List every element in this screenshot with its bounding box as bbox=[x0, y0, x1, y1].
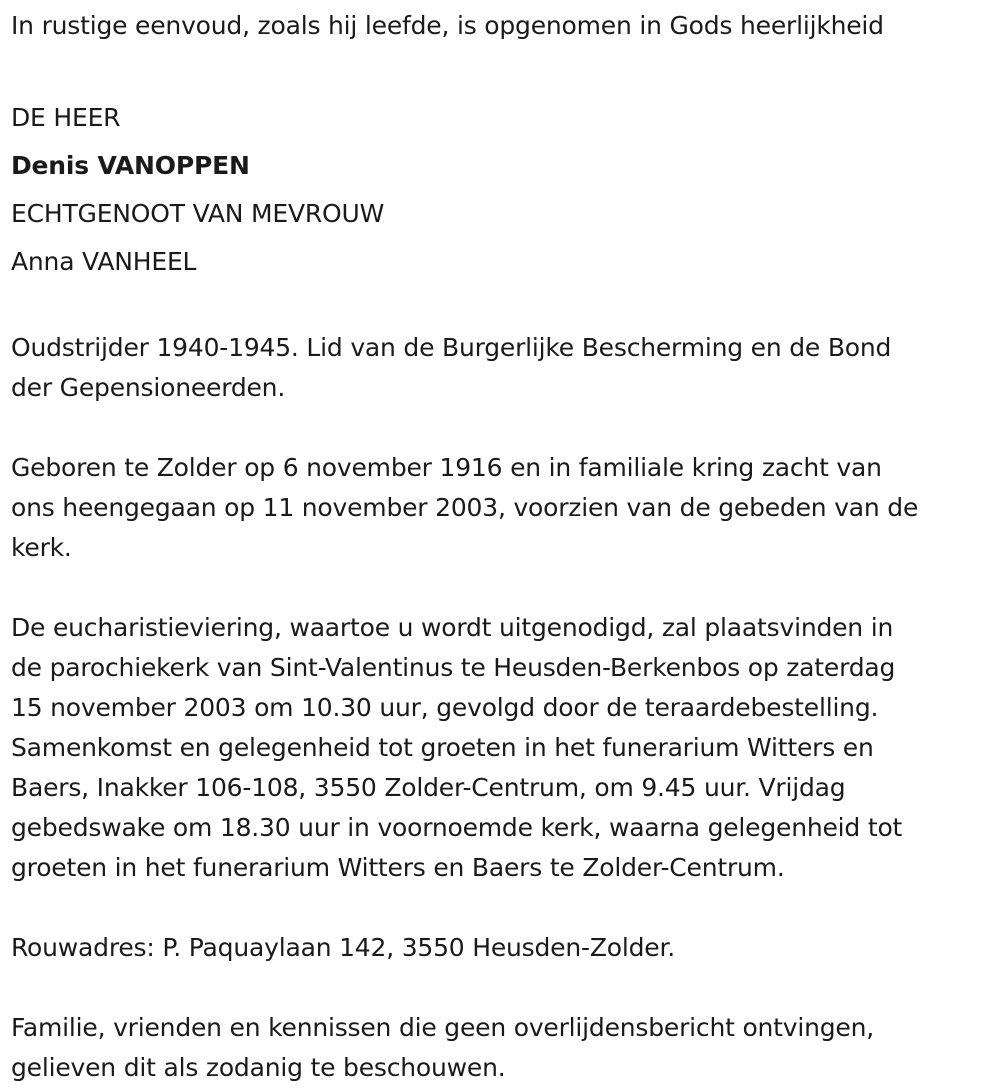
closing-line: Familie, vrienden en kennissen die geen overlijdensbericht ontvingen, bbox=[11, 1013, 875, 1042]
life-dates-paragraph bbox=[11, 448, 981, 568]
life-dates-line: kerk. bbox=[11, 533, 72, 562]
life-dates-line: ons heengegaan op 11 november 2003, voorzien van de gebeden van de bbox=[11, 493, 919, 522]
intro-text: In rustige eenvoud, zoals hij leefde, is opgenomen in Gods heerlijkheid bbox=[11, 11, 884, 40]
ceremony-line: De eucharistieviering, waartoe u wordt uitgenodigd, zal plaatsvinden in bbox=[11, 613, 894, 642]
affiliations-paragraph bbox=[11, 328, 981, 408]
affiliations-line: Oudstrijder 1940-1945. Lid van de Burgerlijke Bescherming en de Bond bbox=[11, 333, 892, 362]
affiliations-line: der Gepensioneerden. bbox=[11, 373, 286, 402]
spouse-name: Anna VANHEEL bbox=[11, 247, 197, 276]
ceremony-line: de parochiekerk van Sint-Valentinus te Heusden-Berkenbos op zaterdag bbox=[11, 653, 896, 682]
ceremony-line: 15 november 2003 om 10.30 uur, gevolgd door de teraardebestelling. bbox=[11, 693, 879, 722]
obituary-notice bbox=[11, 0, 981, 1088]
salutation: DE HEER bbox=[11, 103, 121, 132]
ceremony-line: Baers, Inakker 106-108, 3550 Zolder-Centrum, om 9.45 uur. Vrijdag bbox=[11, 773, 846, 802]
life-dates-line: Geboren te Zolder op 6 november 1916 en in familiale kring zacht van bbox=[11, 453, 882, 482]
relation-label: ECHTGENOOT VAN MEVROUW bbox=[11, 199, 385, 228]
deceased-heading bbox=[11, 94, 981, 286]
ceremony-line: Samenkomst en gelegenheid tot groeten in het funerarium Witters en bbox=[11, 733, 874, 762]
mourning-address: Rouwadres: P. Paquaylaan 142, 3550 Heusden-Zolder. bbox=[11, 933, 675, 962]
ceremony-line: groeten in het funerarium Witters en Baers te Zolder-Centrum. bbox=[11, 853, 785, 882]
ceremony-line: gebedswake om 18.30 uur in voornoemde kerk, waarna gelegenheid tot bbox=[11, 813, 903, 842]
closing-line: gelieven dit als zodanig te beschouwen. bbox=[11, 1053, 506, 1082]
deceased-name: Denis VANOPPEN bbox=[11, 151, 250, 180]
closing-paragraph bbox=[11, 1008, 981, 1088]
ceremony-paragraph bbox=[11, 608, 981, 888]
address-paragraph bbox=[11, 928, 981, 968]
